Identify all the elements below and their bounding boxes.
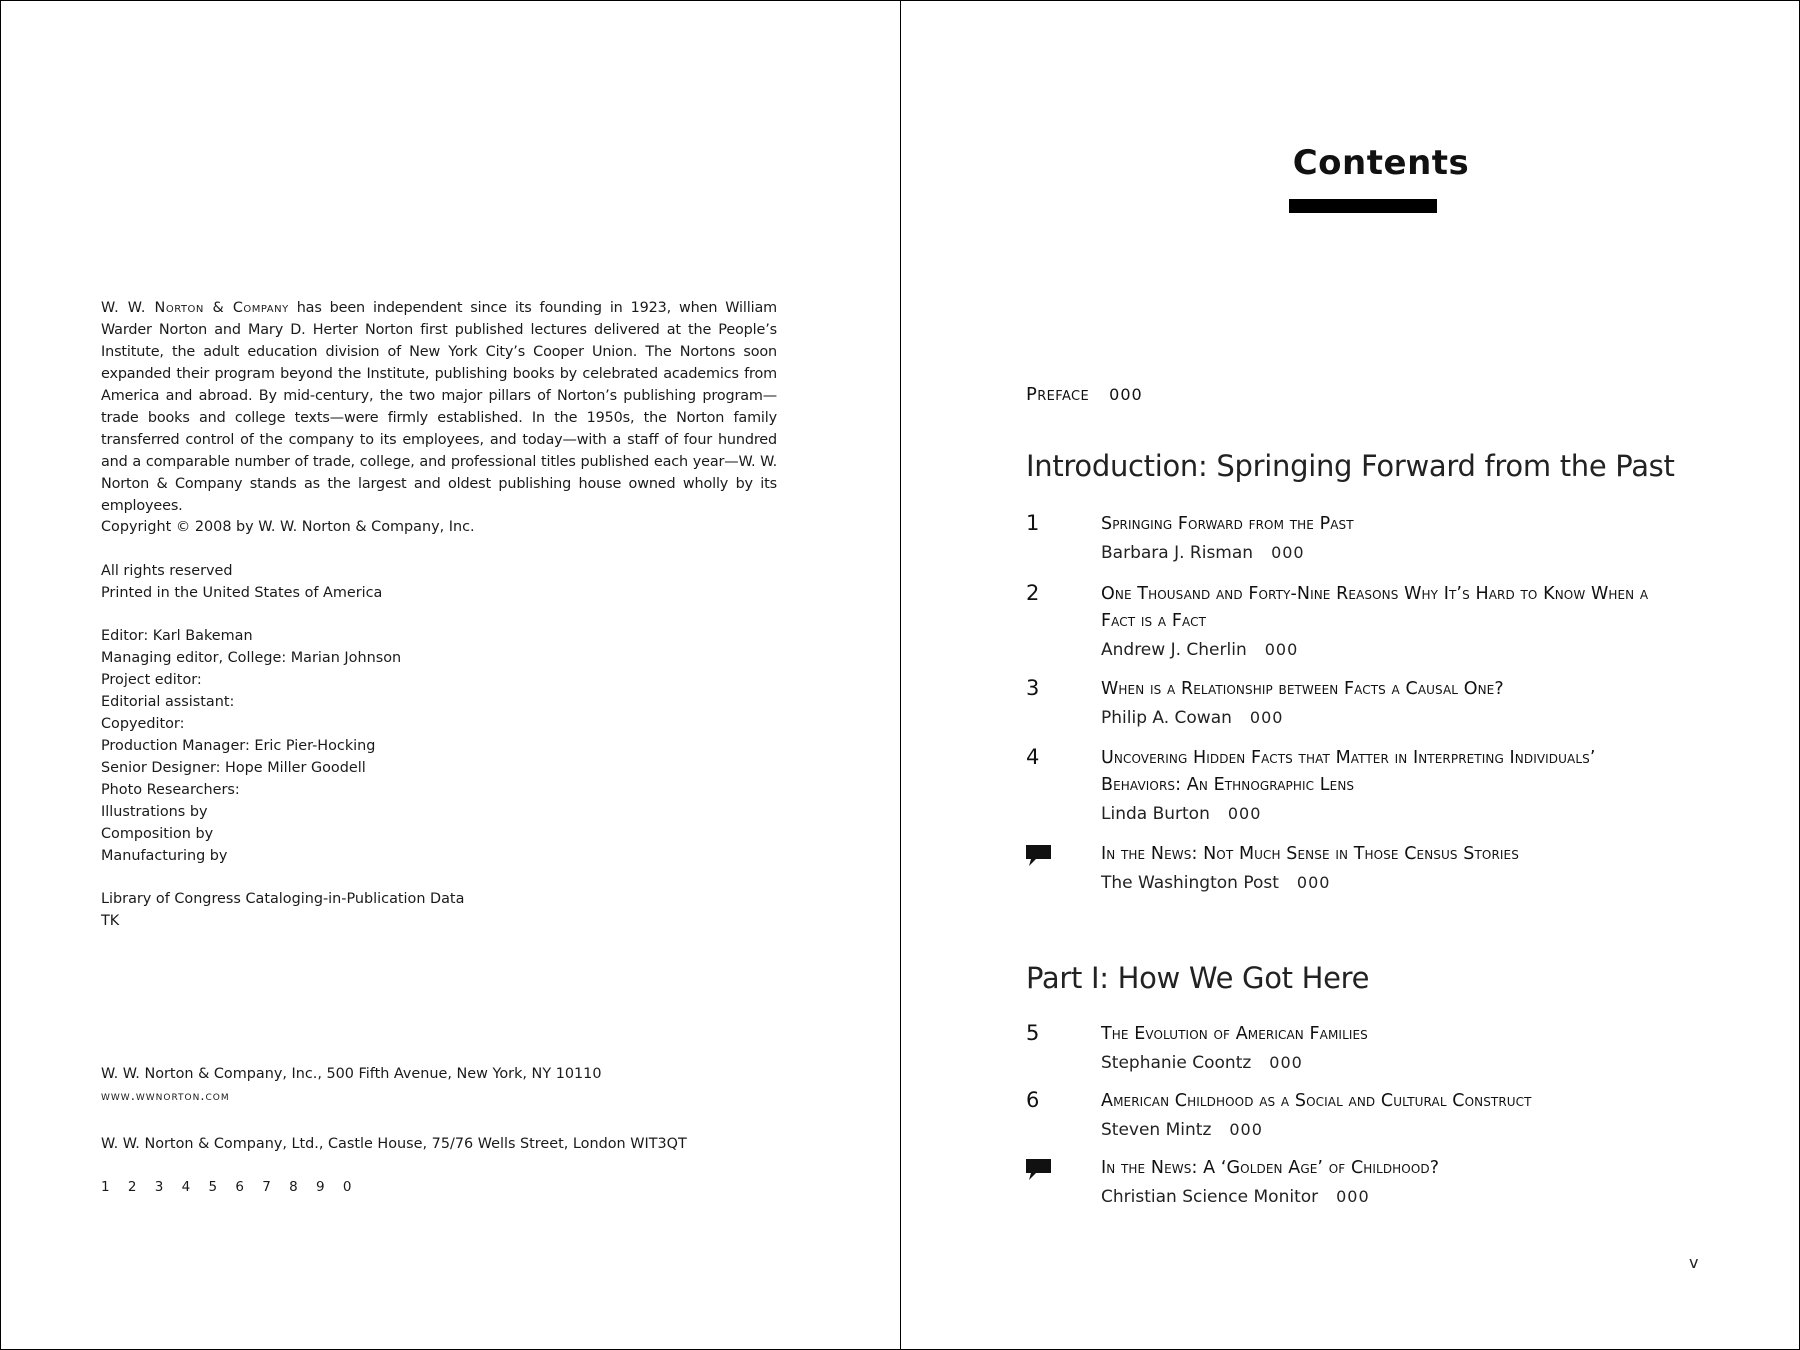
chapter-author-line xyxy=(1101,538,1666,568)
chapter-page: 000 xyxy=(1227,804,1262,823)
chapter-page: 000 xyxy=(1269,1053,1303,1072)
rights-block xyxy=(101,560,777,604)
contents-title: Contents xyxy=(1292,143,1470,183)
cip-line: Library of Congress Cataloging-in-Publication Data xyxy=(101,891,465,907)
chapter-author: Steven Mintz xyxy=(1101,1120,1212,1140)
chapter-author: The Washington Post xyxy=(1101,873,1279,893)
chapter-page: 000 xyxy=(1249,708,1284,727)
chapter-author-line xyxy=(1101,868,1666,898)
chapter-author-line xyxy=(1101,1048,1666,1078)
part-one-heading: Part I: How We Got Here xyxy=(1026,961,1370,995)
chapter-title: In the News: Not Much Sense in Those Census Stories xyxy=(1101,844,1519,864)
us-address: W. W. Norton & Company, Inc., 500 Fifth Avenue, New York, NY 10110 xyxy=(101,1066,602,1082)
preface-entry[interactable] xyxy=(1026,384,1143,405)
chapter-page: 000 xyxy=(1296,873,1331,892)
title-underline-bar xyxy=(1289,199,1437,213)
uk-address: W. W. Norton & Company, Ltd., Castle House, 75/76 Wells Street, London WIT3QT xyxy=(101,1136,687,1152)
chapter-author-line xyxy=(1101,1182,1666,1212)
staff-line: Illustrations by xyxy=(101,804,208,820)
staff-line: Managing editor, College: Marian Johnson xyxy=(101,650,402,666)
chapter-author-line xyxy=(1101,1115,1666,1145)
chapter-number: 4 xyxy=(1026,745,1040,769)
staff-line: Senior Designer: Hope Miller Goodell xyxy=(101,760,366,776)
preface-page: 000 xyxy=(1109,385,1143,404)
chapter-author: Andrew J. Cherlin xyxy=(1101,640,1247,660)
chapter-title: Uncovering Hidden Facts that Matter in Interpreting Individuals’ Behaviors: An Ethnographic Lens xyxy=(1101,748,1596,795)
chapter-number: 5 xyxy=(1026,1021,1040,1045)
publisher-blurb-text: has been independent since its founding in 1923, when William Warder Norton and Mary D. Herter Norton first published lectures delivered at the People’s Institute, the adult education division of New York City’s Cooper Union. The Nortons soon expanded their program beyond the Institute, publishing books by celebrated academics from America and abroad. By mid-century, the two major pillars of Norton’s publishing program—trade books and college texts—were firmly established. In the 1950s, the Norton family transferred control of the company to its employees, and today—with a staff of four hundred and a comparable number of trade, college, and professional titles published each year—W. W. Norton & Company stands as the largest and oldest publishing house owned wholly by its employees. xyxy=(101,300,777,514)
chapter-number: 6 xyxy=(1026,1088,1040,1112)
chapter-author: Linda Burton xyxy=(1101,804,1210,824)
chapter-title: American Childhood as a Social and Cultural Construct xyxy=(1101,1091,1532,1111)
chapter-page: 000 xyxy=(1271,543,1305,562)
staff-line: Editorial assistant: xyxy=(101,694,235,710)
staff-line: Editor: Karl Bakeman xyxy=(101,628,253,644)
chapter-title: Springing Forward from the Past xyxy=(1101,514,1354,534)
staff-line: Photo Researchers: xyxy=(101,782,240,798)
copyright-notice: Copyright © 2008 by W. W. Norton & Company, Inc. xyxy=(101,519,475,535)
chapter-page: 000 xyxy=(1336,1187,1370,1206)
staff-credits xyxy=(101,625,777,867)
staff-line: Production Manager: Eric Pier-Hocking xyxy=(101,738,376,754)
chapter-page: 000 xyxy=(1264,640,1299,659)
chapter-title: In the News: A ‘Golden Age’ of Childhood? xyxy=(1101,1158,1440,1178)
chapter-author-line xyxy=(1101,703,1666,733)
rights-line: Printed in the United States of America xyxy=(101,585,383,601)
chapter-author: Barbara J. Risman xyxy=(1101,543,1254,563)
chapter-author-line xyxy=(1101,635,1666,665)
chapter-number: 2 xyxy=(1026,581,1040,605)
rights-line: All rights reserved xyxy=(101,563,233,579)
page-folio: v xyxy=(1689,1253,1699,1272)
chapter-page: 000 xyxy=(1229,1120,1263,1139)
publisher-blurb xyxy=(101,297,777,517)
speech-bubble-icon xyxy=(1026,1155,1076,1181)
preface-label: Preface xyxy=(1026,384,1090,405)
cip-line: TK xyxy=(101,913,120,929)
chapter-title: The Evolution of American Families xyxy=(1101,1024,1368,1044)
chapter-author: Stephanie Coontz xyxy=(1101,1053,1252,1073)
staff-line: Manufacturing by xyxy=(101,848,228,864)
introduction-heading: Introduction: Springing Forward from the Past xyxy=(1026,449,1675,483)
chapter-title: One Thousand and Forty-Nine Reasons Why It’s Hard to Know When a Fact is a Fact xyxy=(1101,584,1649,631)
chapter-author-line xyxy=(1101,799,1666,829)
cip-data xyxy=(101,888,777,932)
chapter-author: Christian Science Monitor xyxy=(1101,1187,1319,1207)
chapter-number: 1 xyxy=(1026,511,1040,535)
copyright-page xyxy=(1,1,901,1349)
speech-bubble-icon xyxy=(1026,841,1076,867)
website-link[interactable]: www.wwnorton.com xyxy=(101,1089,230,1104)
printing-line: 1 2 3 4 5 6 7 8 9 0 xyxy=(101,1179,359,1195)
staff-line: Copyeditor: xyxy=(101,716,185,732)
chapter-number: 3 xyxy=(1026,676,1040,700)
contents-page xyxy=(901,1,1799,1349)
publisher-name: W. W. Norton & Company xyxy=(101,300,289,316)
chapter-author: Philip A. Cowan xyxy=(1101,708,1232,728)
chapter-title: When is a Relationship between Facts a Causal One? xyxy=(1101,679,1504,699)
staff-line: Project editor: xyxy=(101,672,202,688)
staff-line: Composition by xyxy=(101,826,214,842)
